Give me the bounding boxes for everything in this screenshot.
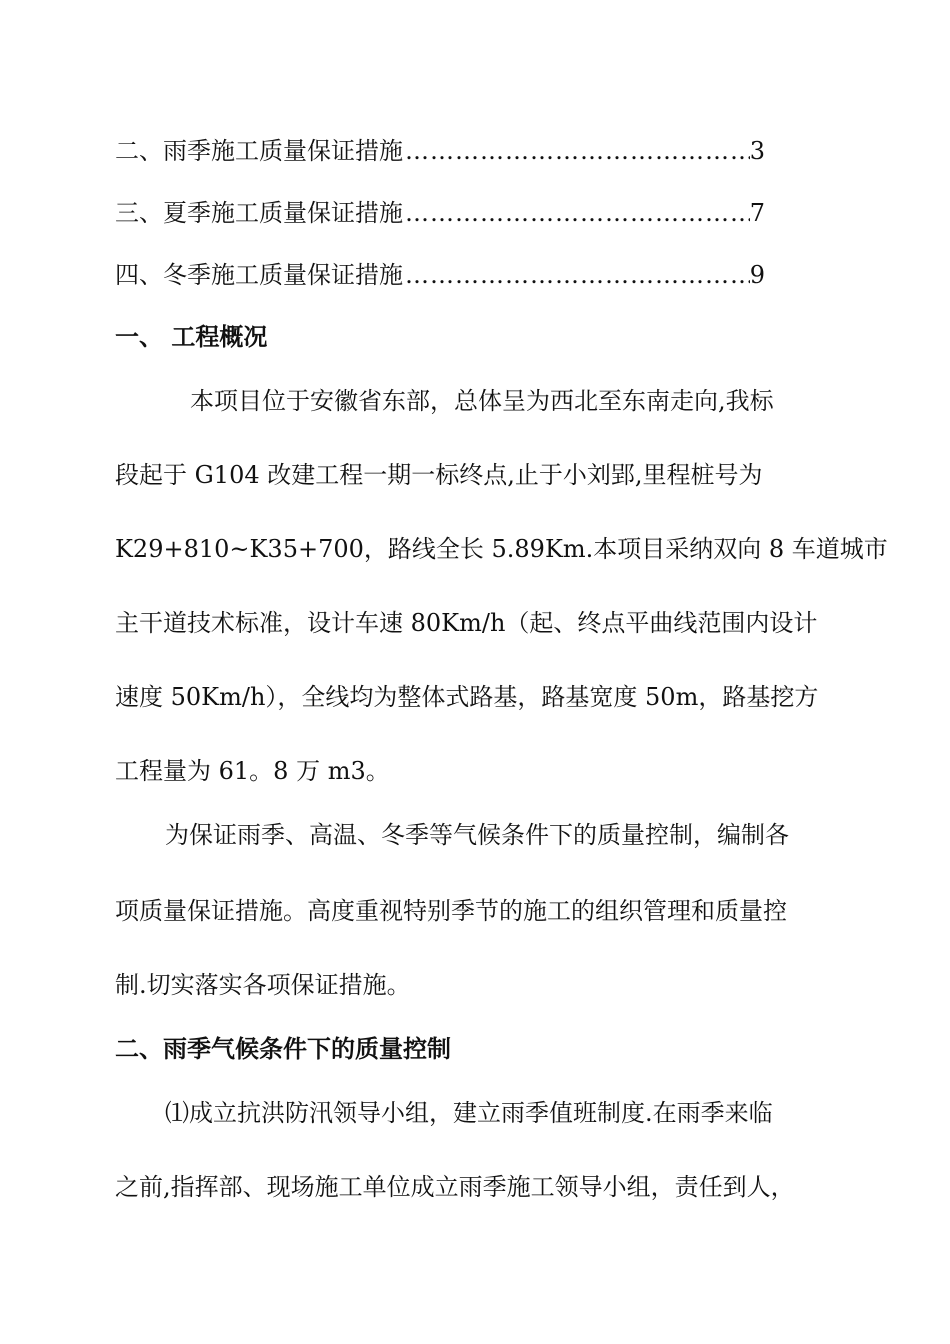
- body-text-line: K29+810~K35+700，路线全长 5.89Km.本项目采纳双向 8 车道城市: [115, 535, 888, 563]
- toc-leader-dots: [405, 258, 750, 292]
- section-heading: 二、雨季气候条件下的质量控制: [115, 1035, 451, 1063]
- toc-entry-page: 7: [749, 199, 765, 227]
- toc-entry[interactable]: [115, 196, 765, 230]
- section-heading: 一、 工程概况: [115, 323, 268, 351]
- body-text-line: ⑴成立抗洪防汛领导小组，建立雨季值班制度.在雨季来临: [165, 1099, 773, 1127]
- body-text-line: 速度 50Km/h），全线均为整体式路基，路基宽度 50m，路基挖方: [115, 683, 819, 711]
- body-text-line: 为保证雨季、高温、冬季等气候条件下的质量控制，编制各: [165, 821, 789, 849]
- body-text-line: 制.切实落实各项保证措施。: [115, 971, 411, 999]
- toc-entry-title: 二、雨季施工质量保证措施: [115, 137, 403, 165]
- body-text-line: 之前,指挥部、现场施工单位成立雨季施工领导小组，责任到人，: [115, 1173, 795, 1201]
- toc-entry-page: 3: [749, 137, 765, 165]
- toc-entry-title: 三、夏季施工质量保证措施: [115, 199, 403, 227]
- body-text-line: 项质量保证措施。高度重视特别季节的施工的组织管理和质量控: [115, 897, 787, 925]
- body-text-line: 段起于 G104 改建工程一期一标终点,止于小刘郢,里程桩号为: [115, 461, 763, 489]
- toc-leader-dots: [405, 134, 750, 168]
- toc-entry[interactable]: [115, 134, 765, 168]
- body-text-line: 主干道技术标准，设计车速 80Km/h（起、终点平曲线范围内设计: [115, 609, 818, 637]
- toc-entry-page: 9: [749, 261, 765, 289]
- toc-entry[interactable]: [115, 258, 765, 292]
- body-text-line: 工程量为 61。8 万 m3。: [115, 757, 390, 785]
- body-text-line: 本项目位于安徽省东部，总体呈为西北至东南走向,我标: [190, 387, 774, 415]
- toc-leader-dots: [405, 196, 750, 230]
- toc-entry-title: 四、冬季施工质量保证措施: [115, 261, 403, 289]
